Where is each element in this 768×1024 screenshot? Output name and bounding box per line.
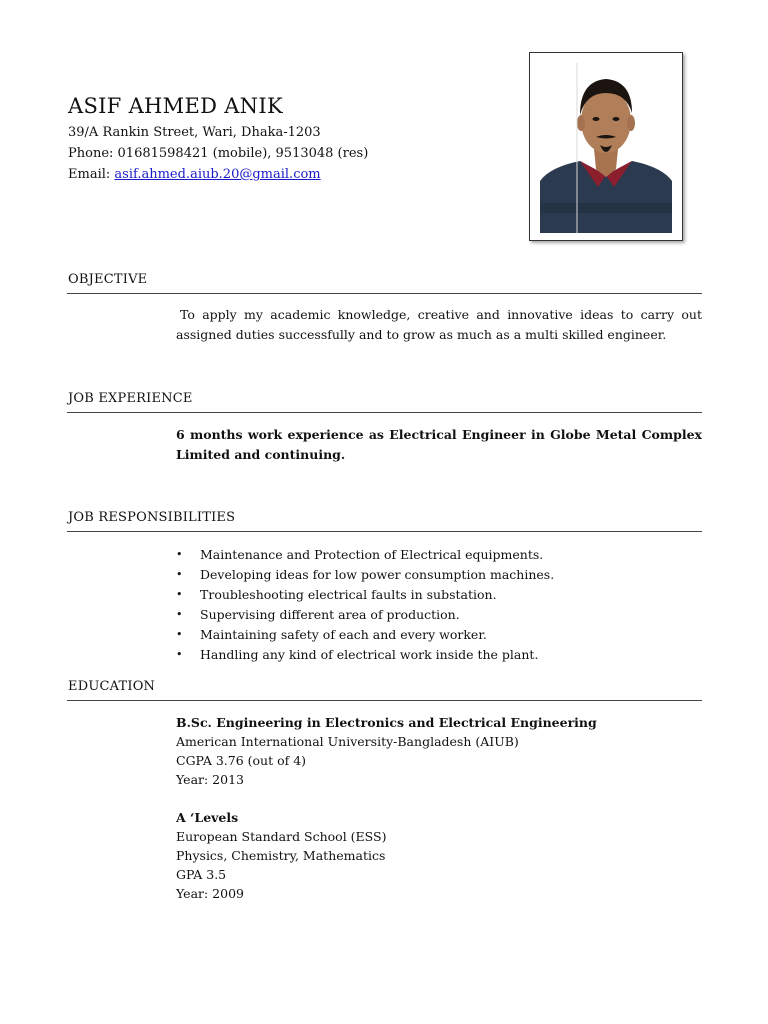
degree-title: B.Sc. Engineering in Electronics and Electrical Engineering	[176, 715, 597, 730]
candidate-name: ASIF AHMED ANIK	[68, 94, 283, 118]
list-item-text: Developing ideas for low power consumption machines.	[200, 567, 555, 582]
bullet-marker: •	[176, 548, 183, 561]
education-heading: EDUCATION	[68, 679, 156, 694]
education-entry-bsc	[176, 713, 597, 789]
section-divider	[67, 293, 702, 294]
email-label: Email:	[68, 167, 115, 182]
bullet-marker: •	[176, 568, 183, 581]
address-line: 39/A Rankin Street, Wari, Dhaka-1203	[68, 125, 321, 140]
degree-title: A ‘Levels	[176, 810, 239, 825]
profile-photo-image	[540, 63, 672, 233]
experience-heading: JOB EXPERIENCE	[68, 391, 193, 406]
institution-name: European Standard School (ESS)	[176, 829, 387, 844]
grade-detail: GPA 3.5	[176, 867, 227, 882]
section-divider	[67, 412, 702, 413]
email-line	[68, 167, 321, 182]
list-item	[176, 645, 696, 665]
list-item	[176, 565, 696, 585]
list-item-text: Maintaining safety of each and every worker.	[200, 627, 487, 642]
list-item-text: Troubleshooting electrical faults in substation.	[200, 587, 497, 602]
education-entry-alevels	[176, 808, 386, 903]
list-item	[176, 585, 696, 605]
subjects-list: Physics, Chemistry, Mathematics	[176, 848, 386, 863]
list-item-text: Handling any kind of electrical work inside the plant.	[200, 647, 539, 662]
list-item-text: Supervising different area of production.	[200, 607, 460, 622]
bullet-marker: •	[176, 588, 183, 601]
experience-text: 6 months work experience as Electrical Engineer in Globe Metal Complex Limited and continuing.	[176, 427, 702, 462]
objective-heading: OBJECTIVE	[68, 272, 148, 287]
responsibilities-heading: JOB RESPONSIBILITIES	[68, 510, 236, 525]
bullet-marker: •	[176, 648, 183, 661]
graduation-year: Year: 2013	[176, 772, 244, 787]
bullet-marker: •	[176, 628, 183, 641]
list-item	[176, 605, 696, 625]
list-item	[176, 545, 696, 565]
phone-line: Phone: 01681598421 (mobile), 9513048 (res)	[68, 146, 369, 161]
list-item	[176, 625, 696, 645]
institution-name: American International University-Bangladesh (AIUB)	[176, 734, 519, 749]
section-divider	[67, 531, 702, 532]
section-divider	[67, 700, 702, 701]
grade-detail: CGPA 3.76 (out of 4)	[176, 753, 307, 768]
responsibilities-list	[176, 545, 696, 665]
email-link[interactable]: asif.ahmed.aiub.20@gmail.com	[114, 167, 321, 182]
graduation-year: Year: 2009	[176, 886, 244, 901]
bullet-marker: •	[176, 608, 183, 621]
profile-photo	[529, 52, 683, 241]
list-item-text: Maintenance and Protection of Electrical equipments.	[200, 547, 544, 562]
objective-text: To apply my academic knowledge, creative and innovative ideas to carry out assigned duties successfully and to grow as much as a multi skilled engineer.	[176, 307, 702, 342]
